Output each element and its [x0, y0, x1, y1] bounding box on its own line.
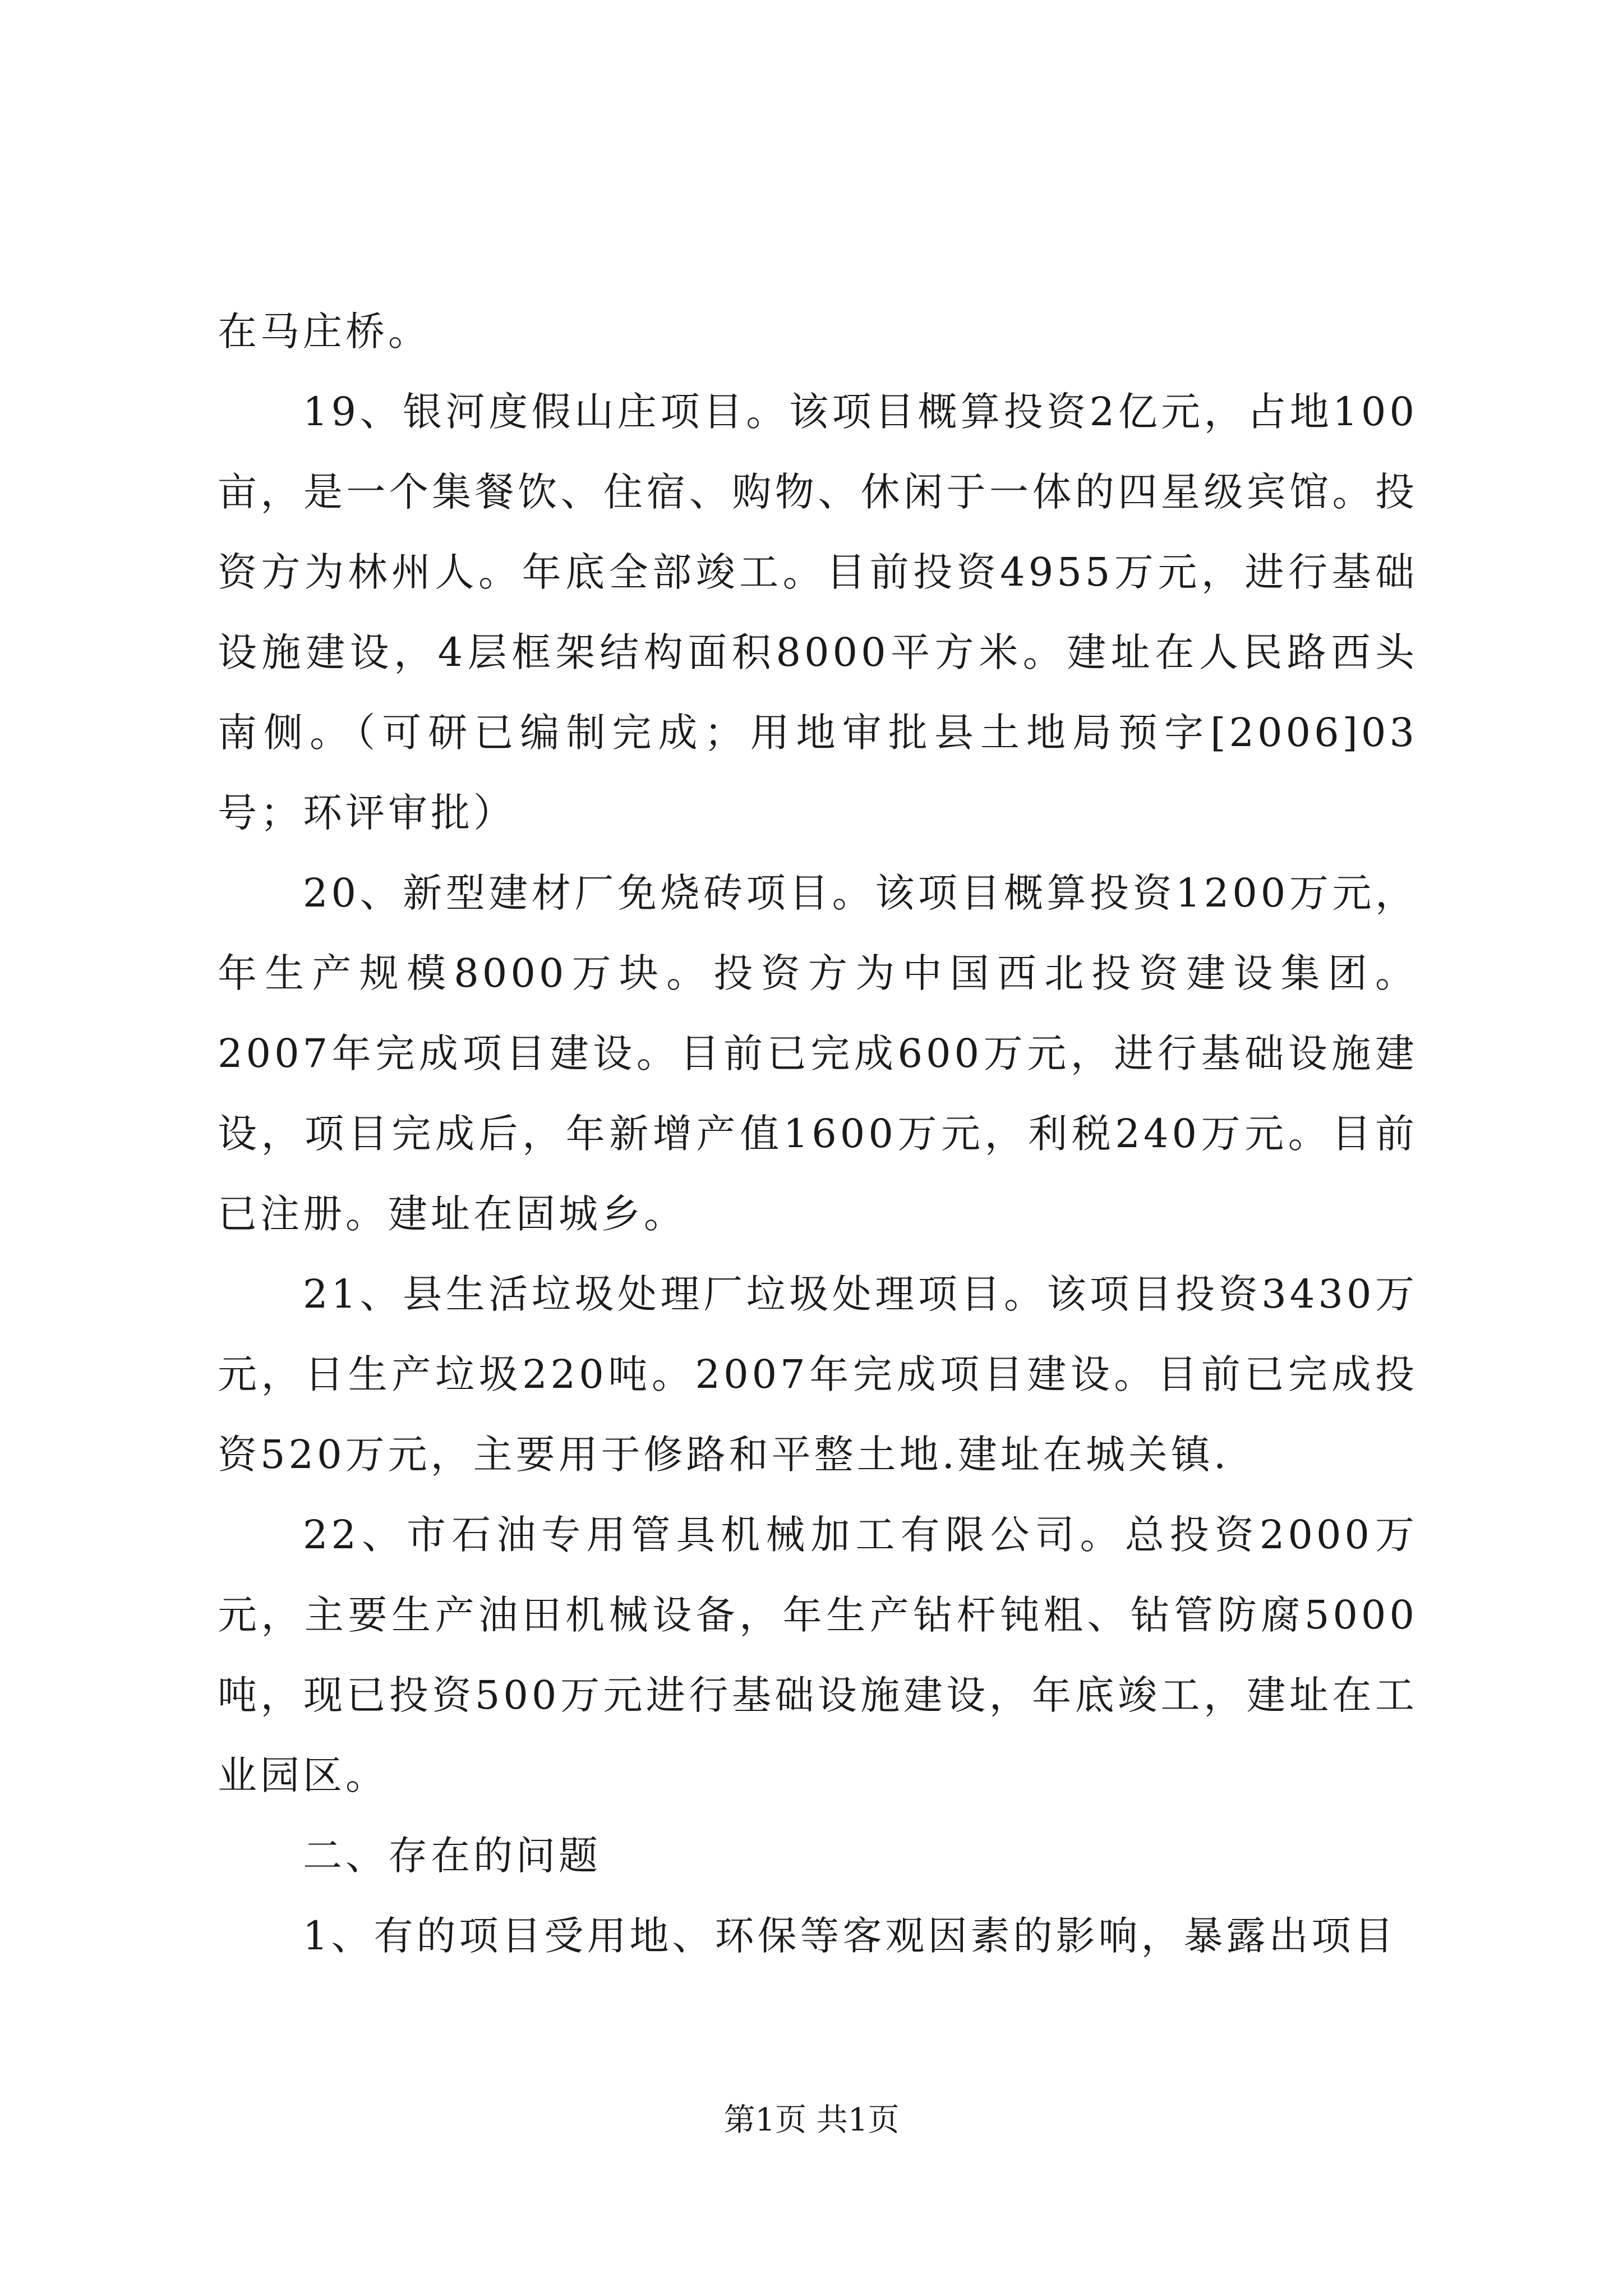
document-body [218, 292, 1418, 1976]
paragraph-item-21: 21、县生活垃圾处理厂垃圾处理项目。该项目投资3430万元，日生产垃圾220吨。2007年完成项目建设。目前已完成投资520万元，主要用于修路和平整土地.建址在城关镇. [218, 1271, 1418, 1478]
paragraph-problem-1: 1、有的项目受用地、环保等客观因素的影响，暴露出项目 [303, 1913, 1397, 1959]
section-heading-problems: 二、存在的问题 [303, 1833, 601, 1879]
paragraph-item-20: 20、新型建材厂免烧砖项目。该项目概算投资1200万元，年生产规模8000万块。投资方为中国西北投资建设集团。2007年完成项目建设。目前已完成600万元，进行基础设施建设，项目完成后，年新增产值1600万元，利税240万元。目前已注册。建址在固城乡。 [218, 870, 1418, 1237]
paragraph-continuation: 在马庄桥。 [218, 309, 431, 355]
paragraph-item-19: 19、银河度假山庄项目。该项目概算投资2亿元，占地100亩，是一个集餐饮、住宿、购物、休闲于一体的四星级宾馆。投资方为林州人。年底全部竣工。目前投资4955万元，进行基础设施建设，4层框架结构面积8000平方米。建址在人民路西头南侧。（可研已编制完成；用地审批县土地局预字[2006]03号；环评审批） [218, 389, 1418, 836]
page-footer: 第1页 共1页 [723, 2102, 900, 2138]
paragraph-item-22: 22、市石油专用管具机械加工有限公司。总投资2000万元，主要生产油田机械设备，年生产钻杆钝粗、钻管防腐5000吨，现已投资500万元进行基础设施建设，年底竣工，建址在工业园区。 [218, 1512, 1418, 1798]
